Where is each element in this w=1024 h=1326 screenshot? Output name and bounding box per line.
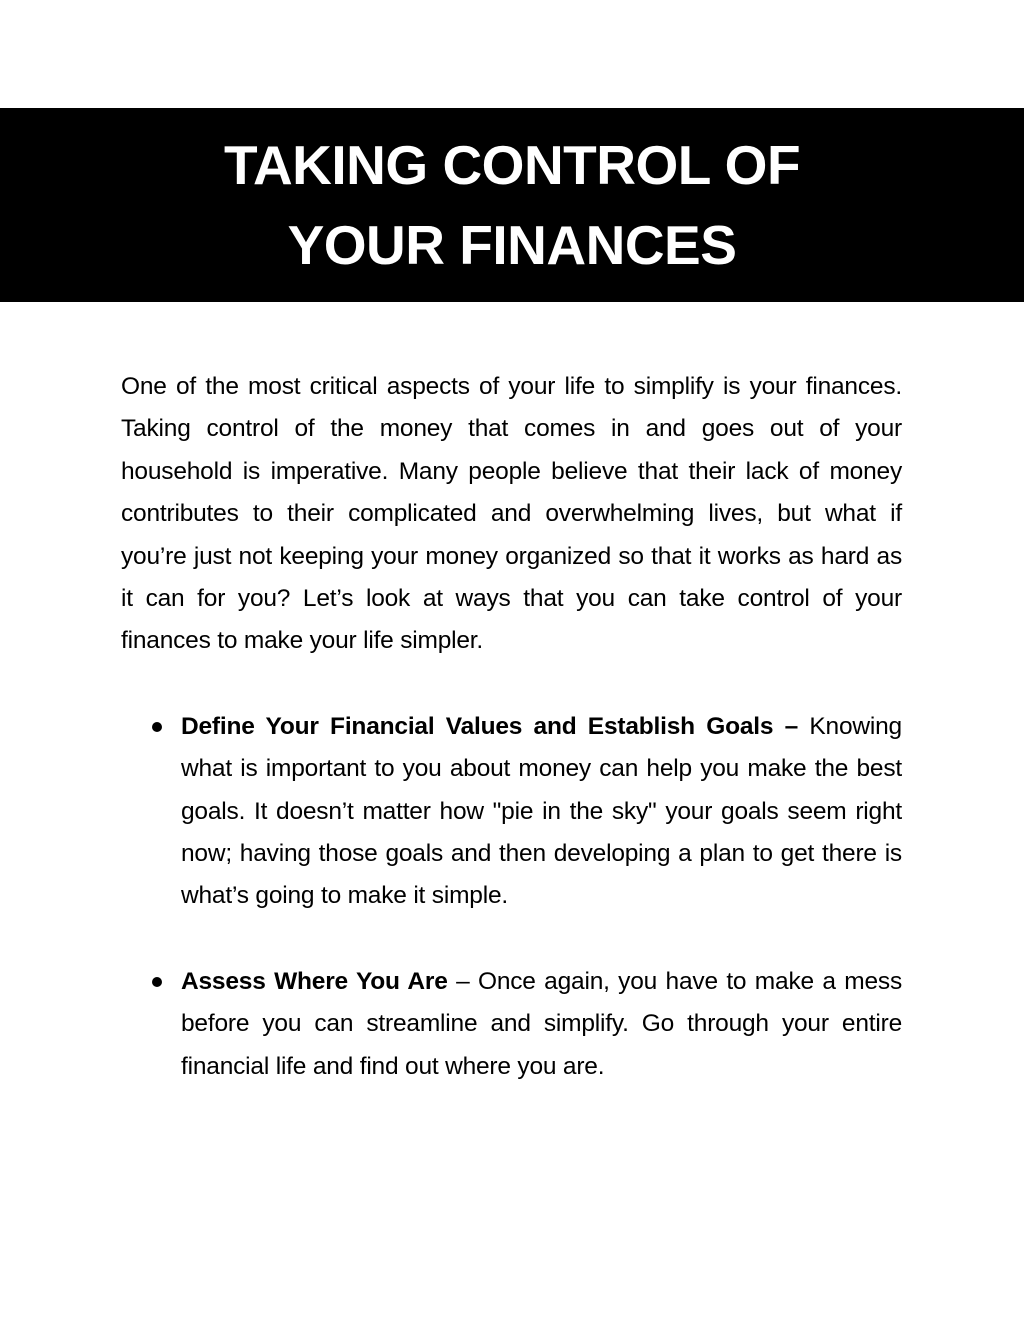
bullet-icon bbox=[152, 722, 162, 732]
bullet-heading: Assess Where You Are bbox=[181, 967, 457, 995]
bullet-list bbox=[121, 706, 902, 1088]
bullet-icon bbox=[152, 977, 162, 987]
page-title-line-2: YOUR FINANCES bbox=[287, 214, 737, 276]
title-banner bbox=[0, 108, 1024, 302]
list-item bbox=[121, 961, 902, 1088]
intro-paragraph: One of the most critical aspects of your life to simplify is your finances. Taking control of the money that comes in and goes out of your household is imperative. Many people believe that their lack of money contributes to their complicated and overwhelming lives, but what if you’re just not keeping your money organized so that it works as hard as it can for you? Let’s look at ways that you can take control of your finances to make your life simpler. bbox=[121, 373, 902, 655]
bullet-body: Knowing what is important to you about money can help you make the best goals. It doesn’t matter how "pie in the sky" your goals seem right now; having those goals and then developing a plan to get there is what’s going to make it simple. bbox=[181, 712, 902, 910]
list-item bbox=[121, 706, 902, 918]
bullet-body: – Once again, you have to make a mess before you can streamline and simplify. Go through your entire financial life and find out where you are. bbox=[181, 967, 902, 1080]
bullet-heading: Define Your Financial Values and Establish Goals – bbox=[181, 712, 810, 740]
page-title-line-1: TAKING CONTROL OF bbox=[223, 134, 801, 196]
document-body bbox=[121, 366, 902, 1088]
